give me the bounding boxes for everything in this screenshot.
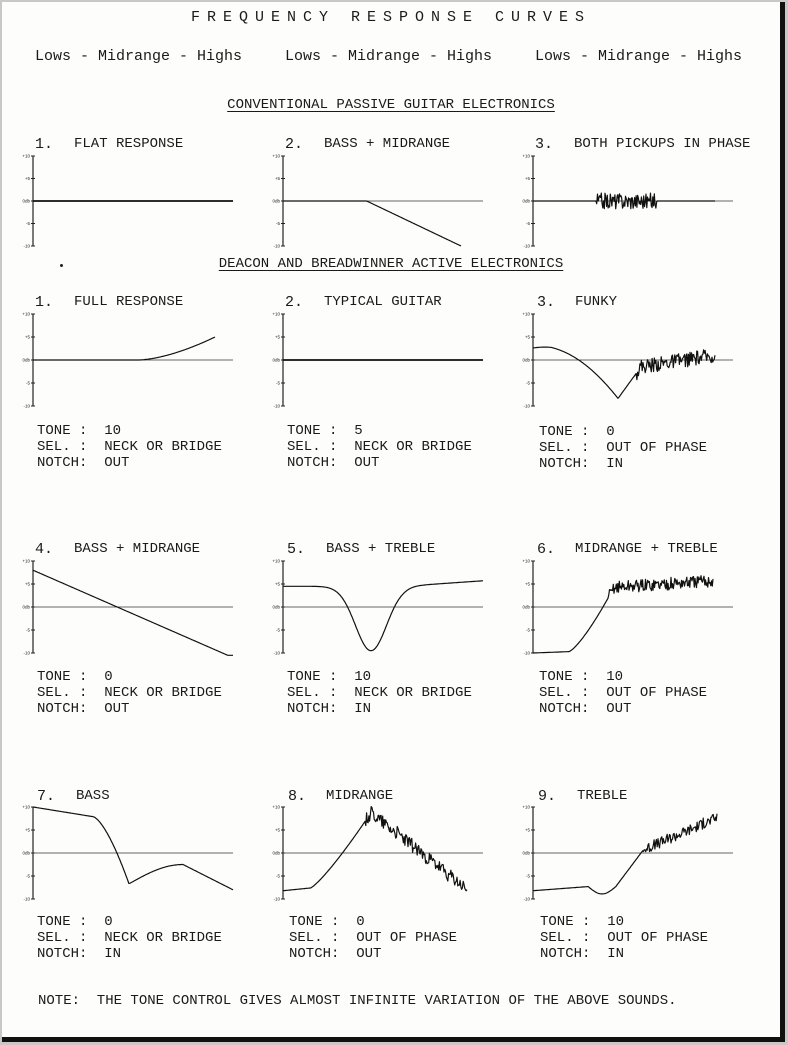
y-tick-label: 0db: [272, 850, 280, 856]
y-tick-label: -5: [25, 380, 30, 386]
y-tick-label: 0db: [22, 604, 30, 610]
panel-title: FUNKY: [575, 294, 618, 310]
y-tick-label: -10: [523, 403, 530, 409]
y-tick-label: -10: [273, 650, 280, 656]
sel-label: SEL. :: [539, 685, 590, 701]
sel-value: NECK OR BRIDGE: [104, 685, 222, 701]
notch-label: NOTCH:: [287, 701, 338, 717]
notch-value: IN: [607, 946, 625, 962]
response-plot: [522, 557, 742, 655]
tone-label: TONE :: [37, 423, 88, 439]
response-curve: [533, 576, 713, 653]
settings-block: [37, 669, 222, 717]
sel-label: SEL. :: [37, 439, 88, 455]
y-tick-label: -10: [23, 896, 30, 902]
y-tick-label: -10: [23, 650, 30, 656]
page-title: FREQUENCY RESPONSE CURVES: [190, 9, 592, 26]
y-tick-label: +5: [524, 334, 530, 340]
tone-label: TONE :: [287, 423, 338, 439]
tone-value: 0: [356, 914, 365, 930]
tone-value: 0: [104, 669, 113, 685]
section-heading-active: DEACON AND BREADWINNER ACTIVE ELECTRONICS: [218, 256, 564, 272]
settings-block: [539, 424, 707, 472]
response-curve: [283, 201, 461, 246]
y-tick-label: -5: [525, 873, 530, 879]
y-tick-label: -10: [273, 403, 280, 409]
y-tick-label: -5: [525, 380, 530, 386]
y-tick-label: 0db: [22, 850, 30, 856]
y-tick-label: +10: [22, 153, 30, 159]
y-tick-label: +5: [274, 827, 280, 833]
response-curve: [33, 807, 233, 890]
panel-title: BASS + MIDRANGE: [324, 136, 451, 152]
notch-label: NOTCH:: [37, 455, 88, 471]
panel-number: 1.: [35, 136, 54, 153]
y-tick-label: +5: [24, 176, 30, 181]
y-tick-label: -5: [275, 221, 280, 226]
sel-label: SEL. :: [37, 930, 88, 946]
panel-number: 2.: [285, 294, 304, 311]
sel-value: NECK OR BRIDGE: [354, 685, 472, 701]
response-plot: [22, 557, 242, 655]
notch-label: NOTCH:: [287, 455, 338, 471]
sel-label: SEL. :: [287, 439, 338, 455]
tone-value: 10: [607, 914, 625, 930]
panel-number: 5.: [287, 541, 306, 558]
notch-value: OUT: [104, 455, 130, 471]
y-tick-label: +5: [524, 827, 530, 833]
response-plot: [22, 152, 242, 248]
tone-value: 0: [606, 424, 615, 440]
y-tick-label: -10: [273, 243, 280, 249]
sel-value: OUT OF PHASE: [606, 685, 708, 701]
tone-label: TONE :: [37, 669, 88, 685]
response-plot: [272, 557, 492, 655]
panel-title: FULL RESPONSE: [74, 294, 184, 310]
y-tick-label: 0db: [272, 357, 280, 363]
response-plot: [272, 310, 492, 408]
notch-label: NOTCH:: [37, 946, 88, 962]
response-curve: [533, 814, 717, 894]
band-label-2: Lows - Midrange - Highs: [285, 48, 493, 65]
y-tick-label: 0db: [522, 850, 530, 856]
sel-label: SEL. :: [289, 930, 340, 946]
settings-block: [287, 423, 472, 471]
y-tick-label: -5: [275, 627, 280, 633]
panel-number: 2.: [285, 136, 304, 153]
y-tick-label: +5: [274, 176, 280, 181]
response-curve: [33, 570, 233, 655]
y-tick-label: 0db: [522, 198, 530, 204]
response-plot: [522, 310, 742, 408]
band-label-1: Lows - Midrange - Highs: [35, 48, 243, 65]
notch-value: OUT: [104, 701, 130, 717]
y-tick-label: -10: [523, 650, 530, 656]
notch-value: IN: [606, 456, 624, 472]
settings-block: [540, 914, 708, 962]
panel-title: TREBLE: [577, 788, 628, 804]
settings-block: [539, 669, 707, 717]
y-tick-label: +10: [522, 311, 530, 317]
tone-value: 10: [354, 669, 372, 685]
response-plot: [272, 803, 492, 901]
document-page: [2, 2, 785, 1042]
footer-note: NOTE: THE TONE CONTROL GIVES ALMOST INFINITE VARIATION OF THE ABOVE SOUNDS.: [38, 993, 677, 1009]
panel-number: 1.: [35, 294, 54, 311]
panel-number: 7.: [37, 788, 56, 805]
notch-label: NOTCH:: [289, 946, 340, 962]
panel-title: BOTH PICKUPS IN PHASE: [574, 136, 751, 152]
panel-number: 6.: [537, 541, 556, 558]
tone-label: TONE :: [539, 424, 590, 440]
y-tick-label: +5: [274, 334, 280, 340]
settings-block: [289, 914, 457, 962]
y-tick-label: +5: [524, 581, 530, 587]
y-tick-label: +5: [274, 581, 280, 587]
y-tick-label: -10: [23, 403, 30, 409]
sel-value: OUT OF PHASE: [606, 440, 708, 456]
y-tick-label: +10: [22, 311, 30, 317]
sel-label: SEL. :: [540, 930, 591, 946]
panel-title: TYPICAL GUITAR: [324, 294, 442, 310]
sel-value: NECK OR BRIDGE: [104, 930, 222, 946]
response-curve: [283, 807, 467, 891]
y-tick-label: -5: [275, 380, 280, 386]
y-tick-label: 0db: [522, 604, 530, 610]
notch-label: NOTCH:: [539, 456, 590, 472]
response-plot: [22, 310, 242, 408]
sel-label: SEL. :: [287, 685, 338, 701]
notch-label: NOTCH:: [539, 701, 590, 717]
response-curve: [533, 347, 715, 398]
y-tick-label: 0db: [272, 198, 280, 204]
tone-value: 10: [606, 669, 624, 685]
tone-value: 10: [104, 423, 122, 439]
tone-value: 0: [104, 914, 113, 930]
band-label-3: Lows - Midrange - Highs: [535, 48, 743, 65]
y-tick-label: -10: [523, 243, 530, 249]
section-heading-passive: CONVENTIONAL PASSIVE GUITAR ELECTRONICS: [227, 97, 555, 113]
tone-label: TONE :: [540, 914, 591, 930]
y-tick-label: 0db: [272, 604, 280, 610]
panel-title: BASS: [76, 788, 110, 804]
sel-value: NECK OR BRIDGE: [104, 439, 222, 455]
y-tick-label: +10: [522, 558, 530, 564]
y-tick-label: +10: [272, 153, 280, 159]
settings-block: [287, 669, 472, 717]
tone-label: TONE :: [37, 914, 88, 930]
notch-value: OUT: [606, 701, 632, 717]
panel-number: 3.: [537, 294, 556, 311]
panel-number: 4.: [35, 541, 54, 558]
response-plot: [522, 803, 742, 901]
panel-number: 8.: [288, 788, 307, 805]
panel-number: 3.: [535, 136, 554, 153]
tone-label: TONE :: [539, 669, 590, 685]
panel-number: 9.: [538, 788, 557, 805]
notch-label: NOTCH:: [540, 946, 591, 962]
y-tick-label: -5: [25, 221, 30, 226]
notch-label: NOTCH:: [37, 701, 88, 717]
y-tick-label: 0db: [22, 357, 30, 363]
y-tick-label: 0db: [522, 357, 530, 363]
y-tick-label: +10: [272, 311, 280, 317]
panel-title: MIDRANGE: [326, 788, 394, 804]
panel-title: BASS + TREBLE: [326, 541, 436, 557]
y-tick-label: -5: [525, 627, 530, 633]
tone-label: TONE :: [289, 914, 340, 930]
y-tick-label: +5: [24, 581, 30, 587]
y-tick-label: +10: [272, 804, 280, 810]
y-tick-label: +5: [524, 176, 530, 181]
sel-label: SEL. :: [37, 685, 88, 701]
response-curve: [283, 581, 483, 651]
response-curve: [33, 337, 215, 360]
notch-value: OUT: [356, 946, 382, 962]
y-tick-label: -5: [275, 873, 280, 879]
tone-label: TONE :: [287, 669, 338, 685]
response-plot: [272, 152, 492, 248]
response-plot: [22, 803, 242, 901]
sel-label: SEL. :: [539, 440, 590, 456]
y-tick-label: +10: [22, 804, 30, 810]
y-tick-label: -5: [25, 627, 30, 633]
y-tick-label: 0db: [22, 198, 30, 204]
panel-title: FLAT RESPONSE: [74, 136, 184, 152]
settings-block: [37, 914, 222, 962]
notch-value: IN: [354, 701, 372, 717]
y-tick-label: -5: [25, 873, 30, 879]
y-tick-label: +10: [22, 558, 30, 564]
y-tick-label: -10: [23, 243, 30, 249]
y-tick-label: +5: [24, 827, 30, 833]
y-tick-label: -5: [525, 221, 530, 226]
y-tick-label: -10: [273, 896, 280, 902]
y-tick-label: +10: [272, 558, 280, 564]
panel-title: MIDRANGE + TREBLE: [575, 541, 718, 557]
y-tick-label: +5: [24, 334, 30, 340]
sel-value: OUT OF PHASE: [607, 930, 709, 946]
notch-value: OUT: [354, 455, 380, 471]
settings-block: [37, 423, 222, 471]
y-tick-label: -10: [523, 896, 530, 902]
y-tick-label: +10: [522, 804, 530, 810]
response-plot: [522, 152, 742, 248]
sel-value: NECK OR BRIDGE: [354, 439, 472, 455]
notch-value: IN: [104, 946, 122, 962]
sel-value: OUT OF PHASE: [356, 930, 458, 946]
tone-value: 5: [354, 423, 363, 439]
y-tick-label: +10: [522, 153, 530, 159]
panel-title: BASS + MIDRANGE: [74, 541, 201, 557]
